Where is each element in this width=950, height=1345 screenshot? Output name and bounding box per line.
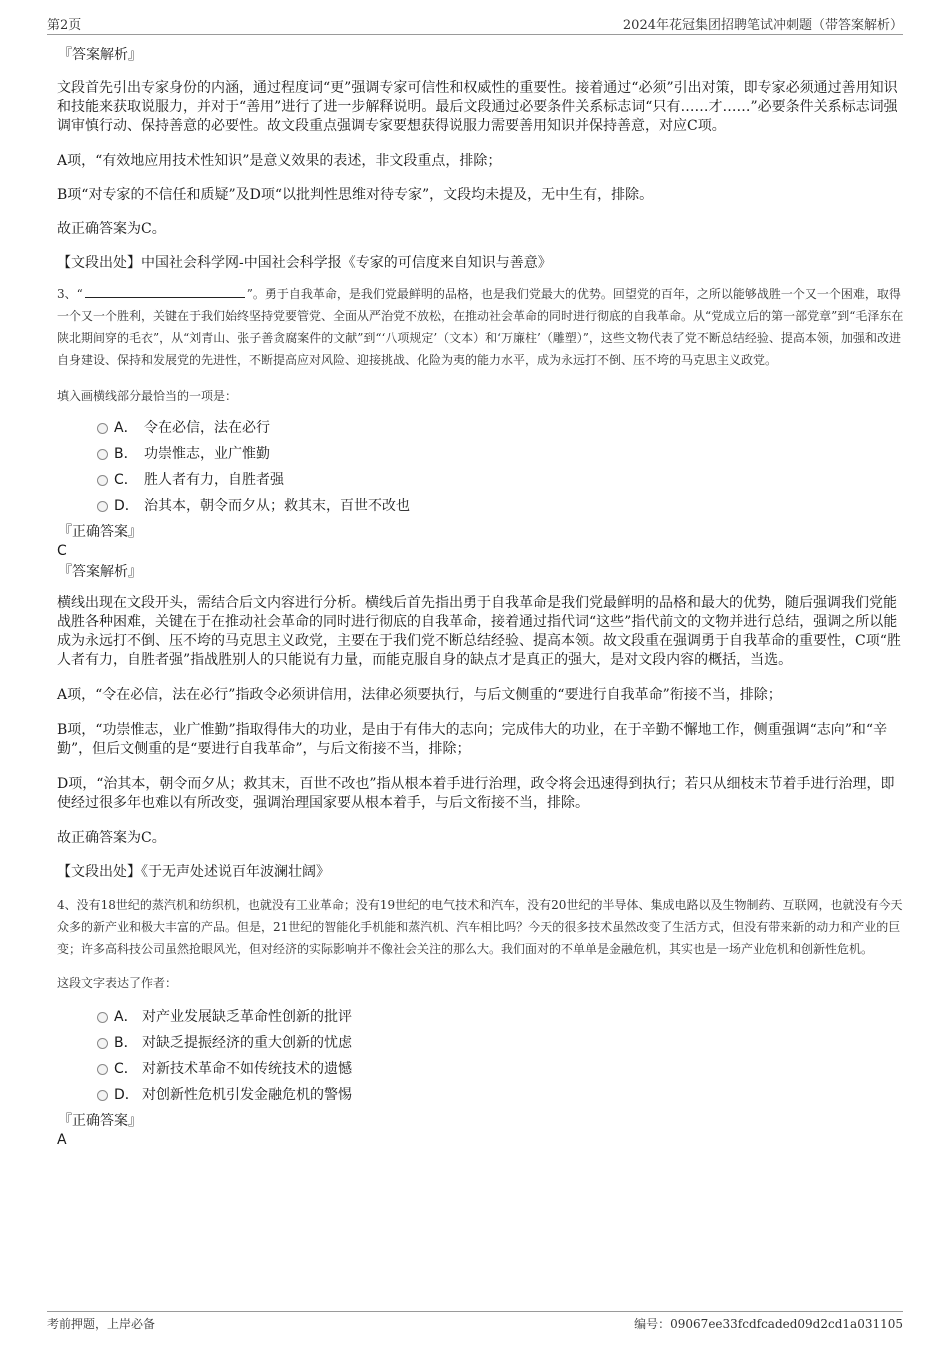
q4-option-a[interactable]: A． 对产业发展缺乏革命性创新的批评 [97,1004,905,1030]
q4-stem: 4、没有18世纪的蒸汽机和纺织机，也就没有工业革命；没有19世纪的电气技术和汽车，没有20世纪的半导体、集成电路以及生物制药、互联网，也就没有今天众多的新产业和极大丰富的产品。但是，21世纪的智能化手机能和蒸汽机、汽车相比吗？今天的很多技术虽然改变了生活方式，但没有带来新的动力和产业的巨变；许多高科技公司虽然抢眼风光，但对经济的实际影响并不像社会关注的那么大。我们面对的不单单是金融危机，其实也是一场产业危机和创新性危机。 [57,898,903,956]
q3-option-a-analysis: A项，“令在必信，法在必行”指政令必须讲信用，法律必须要执行，与后文侧重的“要进行自我革命”衔接不当，排除； [57,687,782,703]
q4-prompt: 这段文字表达了作者： [57,976,178,990]
q3-conclusion: 故正确答案为C。 [57,830,166,846]
page-header [47,12,903,35]
q3-analysis-text: 横线出现在文段开头，需结合后文内容进行分析。横线后首先指出勇于自我革命是我们党最鲜明的品格和最大的优势，随后强调我们党能战胜各种困难，关键在于在推动社会革命的同时进行彻底的自我革命，接着通过指代词“这些”指代前文的文物并进行总结，强调之所以能成为永远打不倒、压不垮的马克思主义政党，主要在于我们党不断总结经验、提高本领。故文段重在强调勇于自我革命的重要性，C项“胜人者有力，自胜者强”指战胜别人的只能说有力量，而能克服自身的缺点才是真正的强大，是对文段内容的概括，当选。 [57,595,901,668]
q2-conclusion: 故正确答案为C。 [57,221,166,237]
q2-analysis-label: 『答案解析』 [58,47,142,63]
q2-analysis-text: 文段首先引出专家身份的内涵，通过程度词“更”强调专家可信性和权威性的重要性。接着通过“必须”引出对策，即专家必须通过善用知识和技能来获取说服力，并对于“善用”进行了进一步解释说明。最后文段通过必要条件关系标志词“只有……才……”必要条件关系标志词强调审慎行动、保持善意的必要性。故文段重点强调专家要想获得说服力需要善用知识并保持善意，对应C项。 [57,80,898,134]
q3-option-a[interactable]: A． 令在必信，法在必行 [97,415,905,441]
q3-option-d-analysis: D项，“治其本，朝令而夕从；救其末，百世不改也”指从根本着手进行治理，政令将会迅速得到执行；若只从细枝末节着手进行治理，即使经过很多年也难以有所改变，强调治理国家要从根本着手，与后文衔接不当，排除。 [57,776,895,811]
radio-icon[interactable] [97,475,108,486]
footer-code: 编号：09067ee33fcdfcaded09d2cd1a031105 [634,1317,903,1331]
q3-blank-line [85,285,245,298]
q4-answer: A [57,1132,67,1148]
q3-option-b-analysis: B项，“功崇惟志，业广惟勤”指取得伟大的功业，是由于有伟大的志向；完成伟大的功业，在于辛勤不懈地工作，侧重强调“志向”和“辛勤”，但后文侧重的是“要进行自我革命”，与后文衔接不当，排除； [57,722,888,757]
page-content [57,46,905,1150]
radio-icon[interactable] [97,423,108,434]
q3-options [57,415,905,519]
q3-source: 【文段出处】《于无声处述说百年波澜壮阔》 [57,864,330,880]
q3-option-b[interactable]: B． 功崇惟志，业广惟勤 [97,441,905,467]
radio-icon[interactable] [97,1012,108,1023]
q3-number: 3、“ [57,287,83,301]
q3-option-c[interactable]: C． 胜人者有力，自胜者强 [97,467,905,493]
footer-slogan: 考前押题，上岸必备 [47,1317,156,1331]
q3-stem-text: ”。勇于自我革命，是我们党最鲜明的品格，也是我们党最大的优势。回望党的百年，之所以能够战胜一个又一个困难，取得一个又一个胜利，关键在于我们始终坚持党要管党、全面从严治党不放松，在推动社会革命的同时进行彻底的自我革命。从“党成立后的第一部党章”到“毛泽东在陕北期间穿的毛衣”，从“刘青山、张子善贪腐案件的文献”到“‘八项规定’（文本）和‘万廉柱’（雕塑）”，这些文物代表了党不断总结经验、提高本领，加强和改进自身建设、保持和发展党的先进性，不断提高应对风险、迎接挑战、化险为夷的能力水平，成为永远打不倒、压不垮的马克思主义政党。 [57,287,904,367]
q2-source: 【文段出处】中国社会科学网-中国社会科学报《专家的可信度来自知识与善意》 [57,255,552,271]
q3-option-d[interactable]: D． 治其本，朝令而夕从；救其末，百世不改也 [97,493,905,519]
page-footer [47,1311,903,1331]
q4-answer-label: 『正确答案』 [58,1113,142,1129]
q4-option-b[interactable]: B． 对缺乏提振经济的重大创新的忧虑 [97,1030,905,1056]
radio-icon[interactable] [97,1038,108,1049]
q2-option-a-analysis: A项，“有效地应用技术性知识”是意义效果的表述，非文段重点，排除； [57,153,502,169]
document-title: 2024年花冠集团招聘笔试冲刺题（带答案解析） [622,18,903,33]
radio-icon[interactable] [97,501,108,512]
q4-option-d[interactable]: D． 对创新性危机引发金融危机的警惕 [97,1082,905,1108]
q3-answer-label: 『正确答案』 [58,524,142,540]
q3-analysis-label: 『答案解析』 [58,564,142,580]
radio-icon[interactable] [97,449,108,460]
q4-options [57,1004,905,1108]
q4-option-c[interactable]: C． 对新技术革命不如传统技术的遗憾 [97,1056,905,1082]
q3-stem [57,283,905,371]
page-number: 第2页 [47,18,82,33]
radio-icon[interactable] [97,1090,108,1101]
q3-prompt: 填入画横线部分最恰当的一项是： [57,389,238,403]
radio-icon[interactable] [97,1064,108,1075]
q3-answer: C [57,543,67,559]
q2-option-bd-analysis: B项“对专家的不信任和质疑”及D项“以批判性思维对待专家”，文段均未提及，无中生有，排除。 [57,187,654,203]
